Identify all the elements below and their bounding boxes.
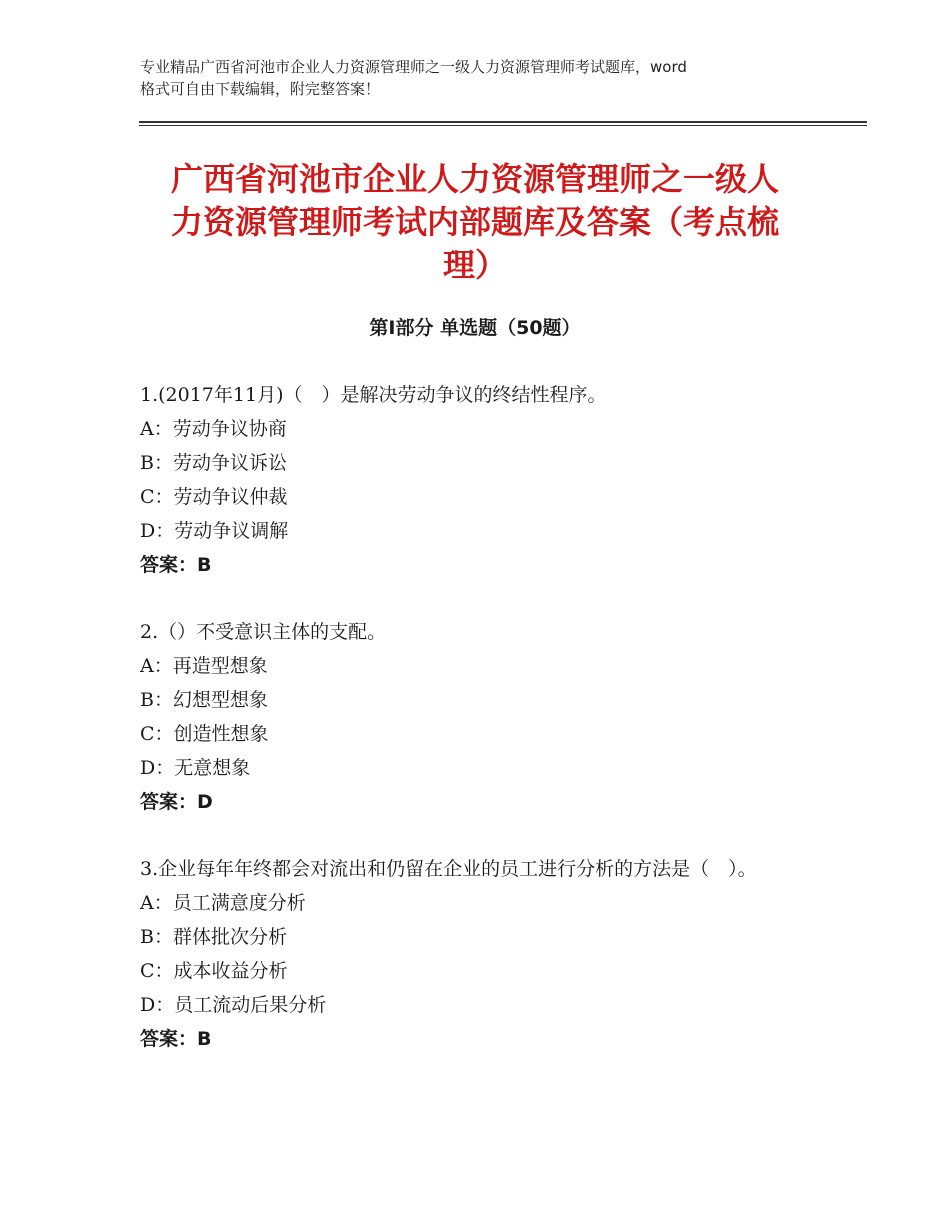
option-d: D：员工流动后果分析 <box>140 994 327 1016</box>
answer-line: 答案：B <box>140 554 212 576</box>
option-c: C：成本收益分析 <box>140 960 288 982</box>
header-line-1: 专业精品广西省河池市企业人力资源管理师之一级人力资源管理师考试题库，word <box>140 58 687 76</box>
header-line-2: 格式可自由下载编辑，附完整答案！ <box>140 80 381 98</box>
option-b: B：群体批次分析 <box>140 926 287 948</box>
document-header <box>140 56 830 100</box>
answer-line: 答案：B <box>140 1028 212 1050</box>
question-1 <box>140 378 830 582</box>
question-stem: 1.(2017年11月)（ ）是解决劳动争议的终结性程序。 <box>140 384 607 406</box>
option-a: A：再造型想象 <box>140 655 268 677</box>
question-stem: 2.（）不受意识主体的支配。 <box>140 621 387 643</box>
option-d: D：无意想象 <box>140 757 251 779</box>
document-title <box>130 158 820 287</box>
title-line-1: 广西省河池市企业人力资源管理师之一级人 <box>170 160 779 198</box>
answer-line: 答案：D <box>140 791 213 813</box>
section-heading: 第Ⅰ部分 单选题（50题） <box>369 317 581 339</box>
question-list <box>140 378 830 1089</box>
option-c: C：劳动争议仲裁 <box>140 486 288 508</box>
option-d: D：劳动争议调解 <box>140 520 289 542</box>
option-c: C：创造性想象 <box>140 723 269 745</box>
header-divider-thick <box>139 121 867 123</box>
option-b: B：劳动争议诉讼 <box>140 452 287 474</box>
question-stem: 3.企业每年年终都会对流出和仍留在企业的员工进行分析的方法是（ ）。 <box>140 858 757 880</box>
option-a: A：员工满意度分析 <box>140 892 306 914</box>
title-line-3: 理） <box>442 246 507 284</box>
question-2 <box>140 615 830 819</box>
option-b: B：幻想型想象 <box>140 689 268 711</box>
title-line-2: 力资源管理师考试内部题库及答案（考点梳 <box>170 203 779 241</box>
option-a: A：劳动争议协商 <box>140 418 287 440</box>
header-divider-thin <box>139 125 867 126</box>
question-3 <box>140 852 830 1056</box>
